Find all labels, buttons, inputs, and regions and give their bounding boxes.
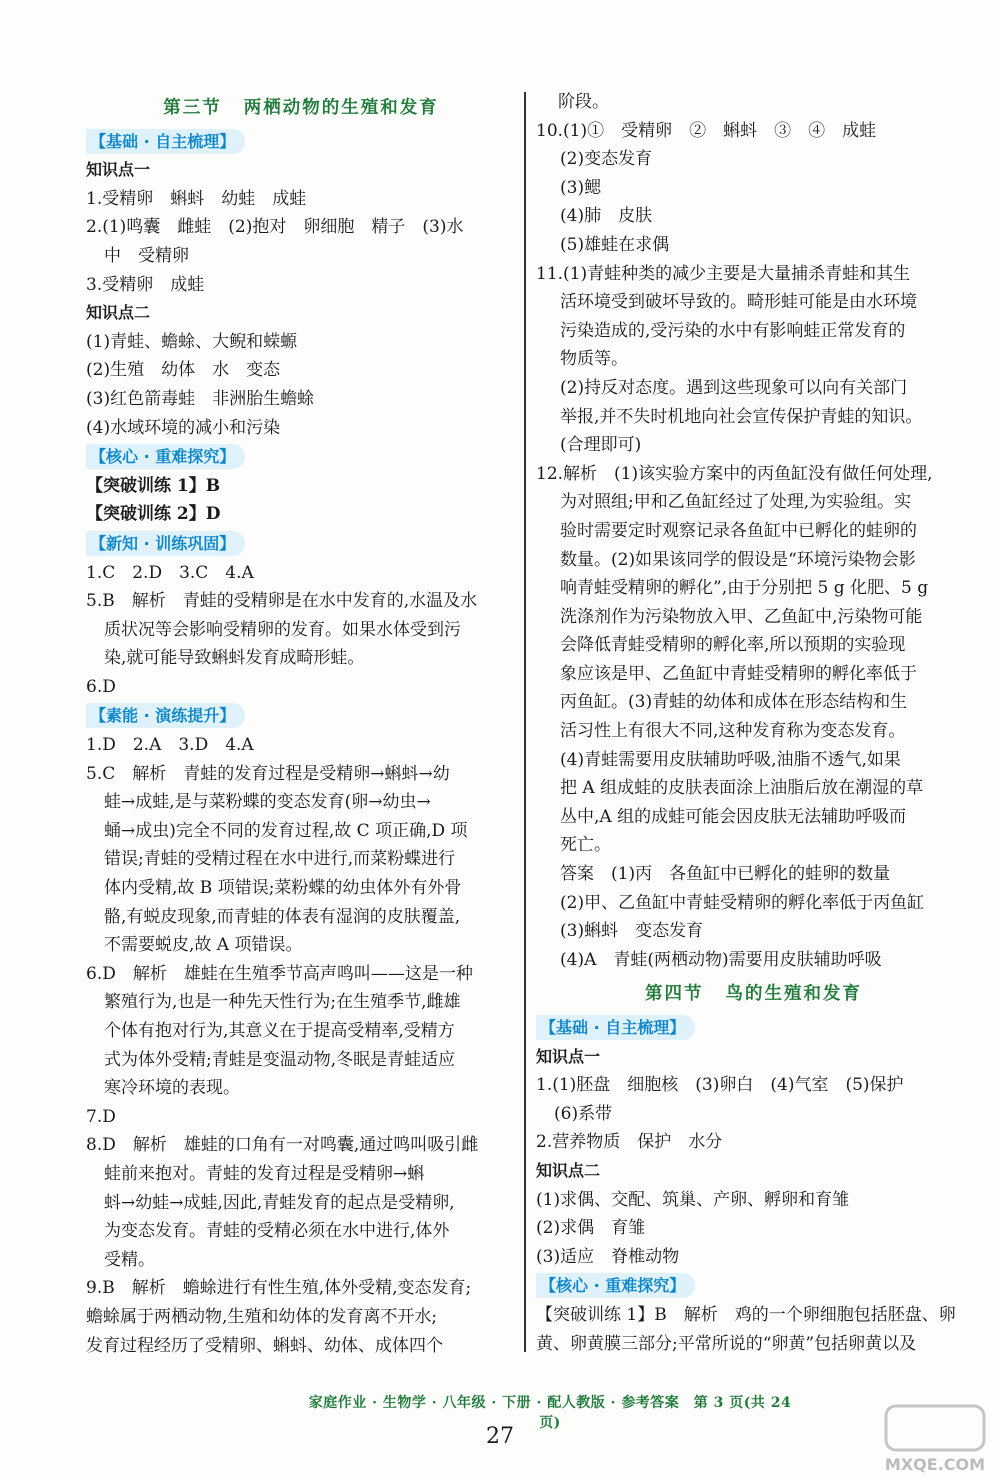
answer-line: 式为体外受精;青蛙是变温动物,冬眠是青蛙适应 [104, 1049, 456, 1070]
answer-line: 9.B 解析 蟾蜍进行有性生殖,体外受精,变态发育; [86, 1278, 472, 1299]
answer-line: 10.(1)① 受精卵 ② 蝌蚪 ③ ④ 成蛙 [536, 120, 877, 141]
section-title-4: 第四节 鸟的生殖和发育 [645, 984, 862, 1005]
knowledge-point-2: 知识点二 [536, 1160, 601, 1180]
answer-line: (6)系带 [554, 1103, 613, 1124]
banner-core: 【核心 · 重难探究】 [536, 1273, 695, 1298]
answer-line: 1.受精卵 蝌蚪 幼蛙 成蛙 [86, 188, 307, 209]
left-column [86, 88, 516, 1360]
answer-line: (4)A 青蛙(两栖动物)需要用皮肤辅助呼吸 [560, 949, 882, 970]
answer-line: (2)甲、乙鱼缸中青蛙受精卵的孵化率低于丙鱼缸 [560, 892, 925, 913]
knowledge-point-1: 知识点一 [86, 160, 151, 180]
answer-line: 1.C 2.D 3.C 4.A [86, 562, 254, 583]
answer-line: 繁殖行为,也是一种先天性行为;在生殖季节,雌雄 [104, 992, 461, 1013]
answer-line: (3)适应 脊椎动物 [536, 1246, 680, 1267]
answer-line: 中 受精卵 [104, 245, 189, 266]
answer-line: 响青蛙受精卵的孵化”,由于分别把 5 g 化肥、5 g [560, 578, 929, 599]
watermark-text: MXQE.COM [884, 1455, 986, 1474]
answer-line: 阶段。 [558, 92, 609, 112]
answer-line: 蛙前来抱对。青蛙的发育过程是受精卵→蝌 [104, 1163, 425, 1184]
page-number: 27 [486, 1424, 514, 1449]
answer-line: (3)红色箭毒蛙 非洲胎生蟾蜍 [86, 388, 315, 409]
watermark-logo [880, 1400, 990, 1476]
answer-line: 骼,有蜕皮现象,而青蛙的体表有湿润的皮肤覆盖, [104, 906, 461, 927]
banner-ability: 【素能 · 演练提升】 [86, 703, 245, 728]
answer-line: 不需要蜕皮,故 A 项错误。 [104, 935, 303, 956]
section-title-3: 第三节 两栖动物的生殖和发育 [163, 98, 439, 118]
answer-line: (4)青蛙需要用皮肤辅助呼吸,油脂不透气,如果 [560, 749, 901, 770]
answer-line: 1.D 2.A 3.D 4.A [86, 735, 254, 756]
answer-line: (2)求偶 育雏 [536, 1218, 646, 1239]
answer-line: (1)青蛙、蟾蜍、大鲵和蝾螈 [86, 331, 298, 352]
answer-line: 举报,并不失时机地向社会宣传保护青蛙的知识。 [560, 406, 923, 427]
knowledge-point-2: 知识点二 [86, 303, 151, 323]
answer-line: (1)求偶、交配、筑巢、产卵、孵卵和育雏 [536, 1189, 850, 1210]
answer-line: (4)肺 皮肤 [560, 206, 653, 227]
answer-line: 丙鱼缸。(3)青蛙的幼体和成体在形态结构和生 [560, 692, 908, 713]
answer-line: 染,就可能导致蝌蚪发育成畸形蛙。 [104, 648, 365, 669]
answer-line: 2.营养物质 保护 水分 [536, 1132, 723, 1153]
answer-line: 象应该是甲、乙鱼缸中青蛙受精卵的孵化率低于 [560, 663, 917, 684]
answer-line: 3.受精卵 成蛙 [86, 274, 205, 295]
answer-line: 蛹→成虫)完全不同的发育过程,故 C 项正确,D 项 [104, 820, 468, 841]
answer-line: (5)雄蛙在求偶 [560, 234, 670, 255]
answer-line: 为对照组;甲和乙鱼缸经过了处理,为实验组。实 [560, 492, 912, 513]
answer-line: 8.D 解析 雄蛙的口角有一对鸣囊,通过鸣叫吸引雌 [86, 1135, 479, 1156]
column-divider [524, 92, 526, 1352]
answer-line: (3)蝌蚪 变态发育 [560, 921, 704, 942]
answer-line: 【突破训练 2】D [86, 504, 221, 525]
answer-line: 错误;青蛙的受精过程在水中进行,而菜粉蝶进行 [104, 849, 456, 870]
answer-line: 5.B 解析 青蛙的受精卵是在水中发育的,水温及水 [86, 591, 478, 612]
answer-line: 洗涤剂作为污染物放入甲、乙鱼缸中,污染物可能 [560, 606, 923, 627]
answer-line: (3)鳃 [560, 177, 602, 198]
answer-line: 污染造成的,受污染的水中有影响蛙正常发育的 [560, 320, 906, 341]
answer-line: 受精。 [104, 1249, 155, 1270]
answer-line: 5.C 解析 青蛙的发育过程是受精卵→蝌蚪→幼 [86, 763, 450, 784]
answer-line: 【突破训练 1】B [86, 475, 221, 496]
answer-line: 答案 (1)丙 各鱼缸中已孵化的蛙卵的数量 [560, 864, 891, 885]
banner-core: 【核心 · 重难探究】 [86, 444, 245, 469]
answer-line: 体内受精,故 B 项错误;菜粉蝶的幼虫体外有外骨 [104, 878, 462, 899]
banner-new: 【新知 · 训练巩固】 [86, 531, 245, 556]
knowledge-point-1: 知识点一 [536, 1046, 601, 1066]
answer-line: 2.(1)鸣囊 雌蛙 (2)抱对 卵细胞 精子 (3)水 [86, 217, 464, 238]
answer-line: 7.D [86, 1106, 116, 1127]
footer: 家庭作业 · 生物学 · 八年级 · 下册 · 配人教版 · 参考答案 第 3 页(共 24 页) [308, 1395, 792, 1431]
answer-line: 个体有抱对行为,其意义在于提高受精率,受精方 [104, 1021, 455, 1041]
answer-line: 黄、卵黄膜三部分;平常所说的“卵黄”包括卵黄以及 [536, 1333, 917, 1354]
answer-line: 【突破训练 1】B 解析 鸡的一个卵细胞包括胚盘、卵 [536, 1304, 956, 1325]
answer-line: (2)生殖 幼体 水 变态 [86, 360, 281, 381]
answer-line: 蟾蜍属于两栖动物,生殖和幼体的发育离不开水; [86, 1306, 438, 1327]
answer-line: 活习性上有很大不同,这种发育称为变态发育。 [560, 721, 906, 742]
answer-line: 会降低青蛙受精卵的孵化率,所以预期的实验现 [560, 635, 906, 656]
answer-line: 1.(1)胚盘 细胞核 (3)卵白 (4)气室 (5)保护 [536, 1075, 904, 1096]
banner-basic: 【基础 · 自主梳理】 [86, 129, 245, 154]
answer-line: (4)水域环境的减小和污染 [86, 417, 281, 438]
answer-line: 为变态发育。青蛙的受精必须在水中进行,体外 [104, 1221, 450, 1242]
answer-line: 蛙→成蛙,是与菜粉蝶的变态发育(卵→幼虫→ [104, 792, 431, 813]
answer-line: 丛中,A 组的成蛙可能会因皮肤无法辅助呼吸而 [560, 806, 907, 827]
answer-line: 活环境受到破坏导致的。畸形蛙可能是由水环境 [560, 292, 917, 313]
answer-line: 死亡。 [560, 835, 611, 856]
answer-line: 12.解析 (1)该实验方案中的丙鱼缸没有做任何处理, [536, 463, 933, 484]
answer-line: 11.(1)青蛙种类的减少主要是大量捕杀青蛙和其生 [536, 263, 911, 284]
answer-line: (2)持反对态度。遇到这些现象可以向有关部门 [560, 377, 908, 398]
answer-line: 物质等。 [560, 349, 628, 370]
answer-line: 把 A 组成蛙的皮肤表面涂上油脂后放在潮湿的草 [560, 778, 924, 799]
answer-line: 蚪→幼蛙→成蛙,因此,青蛙发育的起点是受精卵, [104, 1192, 455, 1213]
answer-line: (2)变态发育 [560, 149, 653, 170]
answer-line: 发育过程经历了受精卵、蝌蚪、幼体、成体四个 [86, 1335, 443, 1356]
answer-line: 数量。(2)如果该同学的假设是“环境污染物会影 [560, 549, 916, 570]
answer-line: 6.D [86, 676, 116, 697]
answer-line: 质状况等会影响受精卵的发育。如果水体受到污 [104, 619, 461, 640]
answer-line: (合理即可) [560, 435, 642, 456]
banner-basic: 【基础 · 自主梳理】 [536, 1015, 695, 1040]
answer-line: 寒冷环境的表现。 [104, 1078, 240, 1099]
right-column [536, 88, 971, 1358]
answer-line: 6.D 解析 雄蛙在生殖季节高声鸣叫——这是一种 [86, 963, 473, 984]
answer-line: 验时需要定时观察记录各鱼缸中已孵化的蛙卵的 [560, 520, 917, 541]
